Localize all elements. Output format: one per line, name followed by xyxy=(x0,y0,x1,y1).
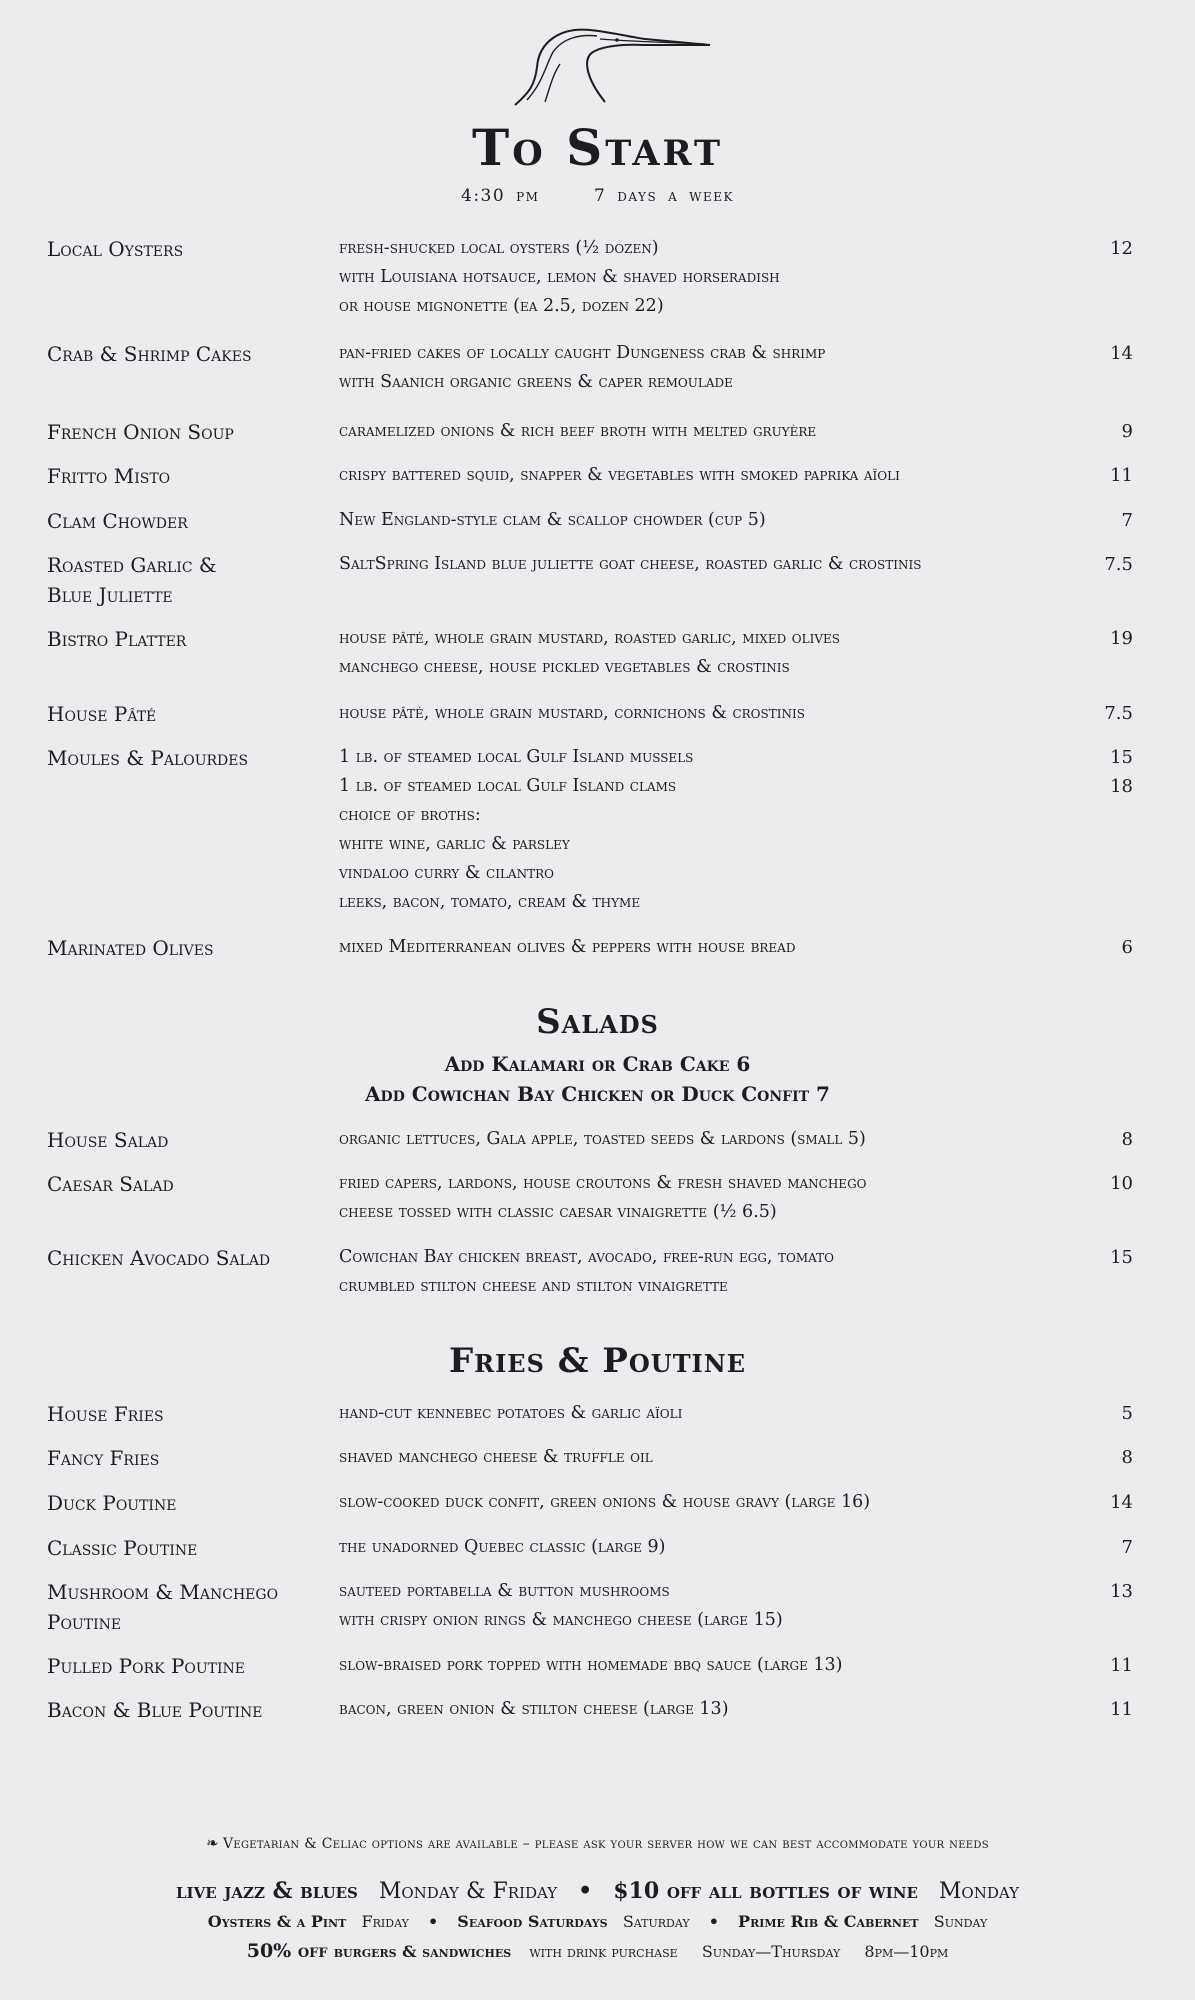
salad-addon: Add Cowichan Bay Chicken or Duck Confit 7 xyxy=(365,1082,830,1106)
item-price: 6 xyxy=(1121,937,1133,958)
item-description: mixed Mediterranean olives & peppers with house bread xyxy=(339,937,796,957)
promo-label: 50% off xyxy=(246,1940,328,1962)
promo-label: burgers & sandwiches xyxy=(333,1942,512,1961)
section-title-fries-poutine: Fries & Poutine xyxy=(448,1341,747,1381)
promo-days: Sunday xyxy=(933,1912,988,1931)
promo-note: with drink purchase xyxy=(529,1942,678,1961)
item-description: hand-cut kennebec potatoes & garlic aïoli xyxy=(339,1403,683,1423)
item-name: Chicken Avocado Salad xyxy=(47,1246,271,1270)
item-description: caramelized onions & rich beef broth with melted gruyère xyxy=(339,421,817,441)
item-price: 19 xyxy=(1110,628,1133,649)
promo-label: live jazz & blues xyxy=(176,1878,358,1904)
item-name: Fritto Misto xyxy=(47,464,171,488)
item-description: house pâté, whole grain mustard, roasted garlic, mixed olives manchego cheese, house pickled vegetables & crostinis xyxy=(339,628,840,677)
item-name: Marinated Olives xyxy=(47,936,214,960)
item-name: Duck Poutine xyxy=(47,1491,177,1515)
item-name: Classic Poutine xyxy=(47,1536,198,1560)
item-description: bacon, green onion & stilton cheese (large 13) xyxy=(339,1699,729,1719)
item-price: 12 xyxy=(1110,238,1133,259)
item-name: Roasted Garlic & Blue Juliette xyxy=(47,553,217,607)
item-name: Caesar Salad xyxy=(47,1172,174,1196)
promo-days: Sunday—Thursday xyxy=(701,1942,841,1961)
service-hours xyxy=(0,186,1195,206)
item-price: 10 xyxy=(1110,1173,1133,1194)
promo-label: Oysters & a Pint xyxy=(207,1912,347,1931)
item-price: 7 xyxy=(1121,510,1133,531)
item-price: 8 xyxy=(1121,1447,1133,1468)
item-price: 14 xyxy=(1110,343,1133,364)
item-price: 15 xyxy=(1110,1247,1133,1268)
item-price: 8 xyxy=(1121,1129,1133,1150)
salad-addon: Add Kalamari or Crab Cake 6 xyxy=(444,1052,751,1076)
item-name: House Salad xyxy=(47,1128,169,1152)
promo-separator: • xyxy=(427,1912,439,1931)
promo-separator: • xyxy=(708,1912,719,1931)
item-description: New England-style clam & scallop chowder (cup 5) xyxy=(339,510,766,530)
item-name: Clam Chowder xyxy=(47,509,188,533)
item-price: 14 xyxy=(1110,1492,1133,1513)
promo-days: Monday xyxy=(938,1879,1019,1904)
item-price: 7.5 xyxy=(1104,554,1133,575)
item-description: crispy battered squid, snapper & vegetables with smoked paprika aïoli xyxy=(339,465,900,485)
promo-label: Seafood Saturdays xyxy=(457,1912,608,1931)
promo-days: Saturday xyxy=(622,1912,690,1931)
item-description: 1 lb. of steamed local Gulf Island mussels 1 lb. of steamed local Gulf Island clams choice of broths: white wine, garlic & parsley vindaloo curry & cilantro leeks, bacon, tomato, cream & thyme xyxy=(339,747,694,912)
item-price: 7 xyxy=(1121,1537,1133,1558)
item-description: SaltSpring Island blue juliette goat cheese, roasted garlic & crostinis xyxy=(339,554,922,574)
section-title-to-start: To Start xyxy=(471,118,723,177)
item-name: House Fries xyxy=(47,1402,164,1426)
item-name: Crab & Shrimp Cakes xyxy=(47,342,252,366)
item-price: 5 xyxy=(1121,1403,1133,1424)
promo-hours: 8pm—10pm xyxy=(864,1942,949,1961)
item-name: Moules & Palourdes xyxy=(47,746,249,770)
item-name: Mushroom & Manchego Poutine xyxy=(47,1580,279,1634)
item-description: fresh-shucked local oysters (½ dozen) with Louisiana hotsauce, lemon & shaved horseradish or house mignonette (ea 2.5, dozen 22) xyxy=(339,238,780,316)
promo-label: $10 off all bottles of wine xyxy=(613,1878,918,1904)
promo-line xyxy=(0,1940,1195,1962)
item-price: 11 xyxy=(1110,1699,1133,1720)
item-name: House Pâté xyxy=(47,702,157,726)
item-price: 11 xyxy=(1110,1655,1133,1676)
item-price: 9 xyxy=(1121,421,1133,442)
item-name: Fancy Fries xyxy=(47,1446,160,1470)
item-price: 15 18 xyxy=(1110,747,1133,797)
heron-logo xyxy=(505,22,715,112)
leaf-icon: ❧ xyxy=(206,1834,219,1852)
item-name: French Onion Soup xyxy=(47,420,234,444)
promo-line xyxy=(0,1912,1195,1931)
item-description: organic lettuces, Gala apple, toasted seeds & lardons (small 5) xyxy=(339,1129,866,1149)
dietary-note: ❧ Vegetarian & Celiac options are available – please ask your server how we can best accommodate your needs xyxy=(206,1834,989,1852)
item-price: 13 xyxy=(1110,1581,1133,1602)
promo-days: Friday xyxy=(361,1912,409,1931)
item-name: Bistro Platter xyxy=(47,627,187,651)
item-price: 11 xyxy=(1110,465,1133,486)
service-time: 4:30 pm xyxy=(461,186,540,206)
item-description: fried capers, lardons, house croutons & fresh shaved manchego cheese tossed with classic caesar vinaigrette (½ 6.5) xyxy=(339,1173,867,1222)
service-days: 7 days a week xyxy=(594,186,734,206)
item-description: the unadorned Quebec classic (large 9) xyxy=(339,1537,666,1557)
promo-line xyxy=(0,1878,1195,1904)
item-description: sauteed portabella & button mushrooms with crispy onion rings & manchego cheese (large 15) xyxy=(339,1581,783,1630)
item-description: shaved manchego cheese & truffle oil xyxy=(339,1447,653,1467)
promo-days: Monday & Friday xyxy=(378,1879,558,1904)
item-price: 7.5 xyxy=(1104,703,1133,724)
item-name: Pulled Pork Poutine xyxy=(47,1654,246,1678)
item-description: slow-cooked duck confit, green onions & house gravy (large 16) xyxy=(339,1492,871,1512)
item-name: Local Oysters xyxy=(47,237,184,261)
item-name: Bacon & Blue Poutine xyxy=(47,1698,263,1722)
item-description: pan-fried cakes of locally caught Dungeness crab & shrimp with Saanich organic greens & caper remoulade xyxy=(339,343,826,392)
section-title-salads: Salads xyxy=(536,1002,659,1042)
item-description: slow-braised pork topped with homemade bbq sauce (large 13) xyxy=(339,1655,843,1675)
promo-label: Prime Rib & Cabernet xyxy=(738,1912,919,1931)
promo-separator: • xyxy=(578,1878,593,1904)
item-description: Cowichan Bay chicken breast, avocado, free-run egg, tomato crumbled stilton cheese and stilton vinaigrette xyxy=(339,1247,835,1296)
item-description: house pâté, whole grain mustard, cornichons & crostinis xyxy=(339,703,805,723)
